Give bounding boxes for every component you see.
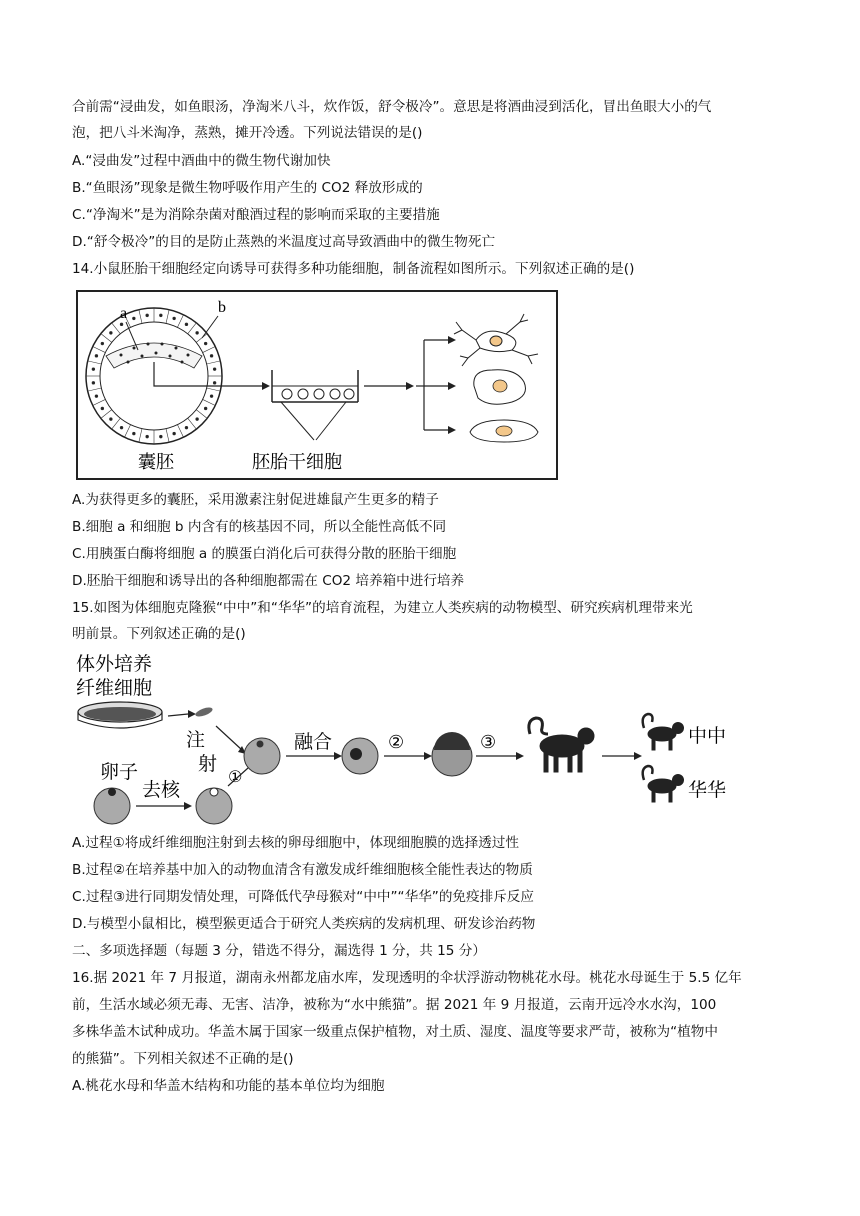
q13-option-b: B.“鱼眼汤”现象是微生物呼吸作用产生的 CO2 释放形成的 <box>72 180 423 196</box>
flat-cell-drawing <box>470 420 538 442</box>
q15-figure-svg <box>72 650 732 826</box>
trophoblast-nucleus <box>95 395 98 398</box>
monkey-zhongzhong-drawing <box>643 714 684 750</box>
q15-stem-line2: 明前景。下列叙述正确的是() <box>72 626 246 642</box>
trophoblast-nucleus <box>92 381 95 384</box>
egg-cell-drawing <box>94 788 130 824</box>
q15-option-b: B.过程②在培养基中加入的动物血清含有激发成纤维细胞核全能性表达的物质 <box>72 862 533 878</box>
q16-stem-line3: 多株华盖木试种成功。华盖木属于国家一级重点保护植物，对土质、湿度、温度等要求严苛，被称为“植物中 <box>72 1024 718 1040</box>
culture-label-line1: 体外培养 <box>76 653 153 675</box>
trophoblast-nucleus <box>132 432 135 435</box>
q15-stem-line1: 15.如图为体细胞克隆猴“中中”和“华华”的培育流程，为建立人类疾病的动物模型、研究疾病机理带来光 <box>72 600 693 616</box>
trophoblast-nucleus <box>185 323 188 326</box>
trophoblast-nucleus <box>132 317 135 320</box>
section-2-heading: 二、多项选择题（每题 3 分，错选不得分，漏选得 1 分，共 15 分） <box>72 943 486 959</box>
trophoblast-nucleus <box>173 432 176 435</box>
q13-option-a: A.“浸曲发”过程中酒曲中的微生物代谢加快 <box>72 153 331 169</box>
trophoblast-nucleus <box>95 354 98 357</box>
monkey-huahua-drawing <box>643 766 684 802</box>
trophoblast-nucleus <box>120 323 123 326</box>
label-b: b <box>218 299 226 316</box>
trophoblast-nucleus <box>185 426 188 429</box>
trophoblast-nucleus <box>109 331 112 334</box>
q14-figure-svg <box>76 290 558 480</box>
q15-option-d: D.与模型小鼠相比，模型猴更适合于研究人类疾病的发病机理、研发诊治药物 <box>72 916 536 932</box>
q16-stem-line2: 前，生活水域必须无毒、无害、洁净，被称为“水中熊猫”。据 2021 年 9 月报道，云南开远冷水水沟，100 <box>72 997 717 1013</box>
trophoblast-nucleus <box>101 407 104 410</box>
q15-option-a: A.过程①将成纤维细胞注射到去核的卵母细胞中，体现细胞膜的选择透过性 <box>72 835 519 851</box>
q13-stem-line2: 泡，把八斗米淘净，蒸熟，摊开冷透。下列说法错误的是() <box>72 125 423 141</box>
name-huahua: 华华 <box>688 779 727 801</box>
trophoblast-nucleus <box>210 395 213 398</box>
trophoblast-nucleus <box>213 381 216 384</box>
trophoblast-nucleus <box>210 354 213 357</box>
step-3-label: ③ <box>480 732 497 753</box>
name-zhongzhong: 中中 <box>688 725 727 747</box>
q13-stem-line1: 合前需“浸曲发，如鱼眼汤，净淘米八斗，炊作饭，舒令极冷”。意思是将酒曲浸到活化，冒出鱼眼大小的气 <box>72 99 712 115</box>
q16-option-a: A.桃花水母和华盖木结构和功能的基本单位均为细胞 <box>72 1078 385 1094</box>
trophoblast-nucleus <box>159 314 162 317</box>
inject-label-1: 注 <box>186 729 206 751</box>
trophoblast-nucleus <box>204 342 207 345</box>
trophoblast-nucleus <box>92 368 95 371</box>
petri-dish-drawing <box>78 702 162 728</box>
q13-option-c: C.“净淘米”是为消除杂菌对酿酒过程的影响而采取的主要措施 <box>72 207 440 223</box>
trophoblast-nucleus <box>159 435 162 438</box>
fibroblast-cell <box>194 706 213 719</box>
trophoblast-nucleus <box>173 317 176 320</box>
trophoblast-nucleus <box>196 331 199 334</box>
trophoblast-nucleus <box>204 407 207 410</box>
fusion-label: 融合 <box>294 731 333 753</box>
q14-option-b: B.细胞 a 和细胞 b 内含有的核基因不同，所以全能性高低不同 <box>72 519 447 535</box>
fused-cell-drawing <box>342 738 378 774</box>
surrogate-monkey-drawing <box>529 718 594 772</box>
caption-stem-cells: 胚胎干细胞 <box>252 452 342 473</box>
q16-stem-line1: 16.据 2021 年 7 月报道，湖南永州都龙庙水库，发现透明的伞状浮游动物桃花水母。桃花水母诞生于 5.5 亿年 <box>72 970 742 986</box>
q15-figure <box>72 650 732 826</box>
label-a: a <box>120 305 128 322</box>
step-1-label: ① <box>228 767 243 786</box>
round-cell-drawing <box>474 370 526 405</box>
caption-blastocyst: 囊胚 <box>138 452 174 473</box>
enucleated-egg-drawing <box>196 788 232 824</box>
trophoblast-nucleus <box>101 342 104 345</box>
q15-option-c: C.过程③进行同期发情处理，可降低代孕母猴对“中中”“华华”的免疫排斥反应 <box>72 889 534 905</box>
trophoblast-nucleus <box>196 418 199 421</box>
early-embryo-drawing <box>432 732 472 776</box>
q14-stem: 14.小鼠胚胎干细胞经定向诱导可获得多种功能细胞，制备流程如图所示。下列叙述正确的是() <box>72 261 635 277</box>
injected-egg-drawing <box>244 738 280 774</box>
q14-figure <box>76 290 558 480</box>
egg-label: 卵子 <box>100 761 139 783</box>
trophoblast-nucleus <box>120 426 123 429</box>
enucleate-label: 去核 <box>142 779 181 801</box>
inject-label-2: 射 <box>198 753 218 775</box>
q16-stem-line4: 的熊猫”。下列相关叙述不正确的是() <box>72 1051 294 1067</box>
q14-option-a: A.为获得更多的囊胚，采用激素注射促进雄鼠产生更多的精子 <box>72 492 439 508</box>
trophoblast-nucleus <box>146 314 149 317</box>
q14-option-c: C.用胰蛋白酶将细胞 a 的膜蛋白消化后可获得分散的胚胎干细胞 <box>72 546 457 562</box>
q14-option-d: D.胚胎干细胞和诱导出的各种细胞都需在 CO2 培养箱中进行培养 <box>72 573 465 589</box>
trophoblast-nucleus <box>109 418 112 421</box>
step-2-label: ② <box>388 732 405 753</box>
trophoblast-nucleus <box>213 368 216 371</box>
q13-option-d: D.“舒令极冷”的目的是防止蒸熟的米温度过高导致酒曲中的微生物死亡 <box>72 234 496 250</box>
culture-label-line2: 纤维细胞 <box>76 677 153 699</box>
trophoblast-nucleus <box>146 435 149 438</box>
